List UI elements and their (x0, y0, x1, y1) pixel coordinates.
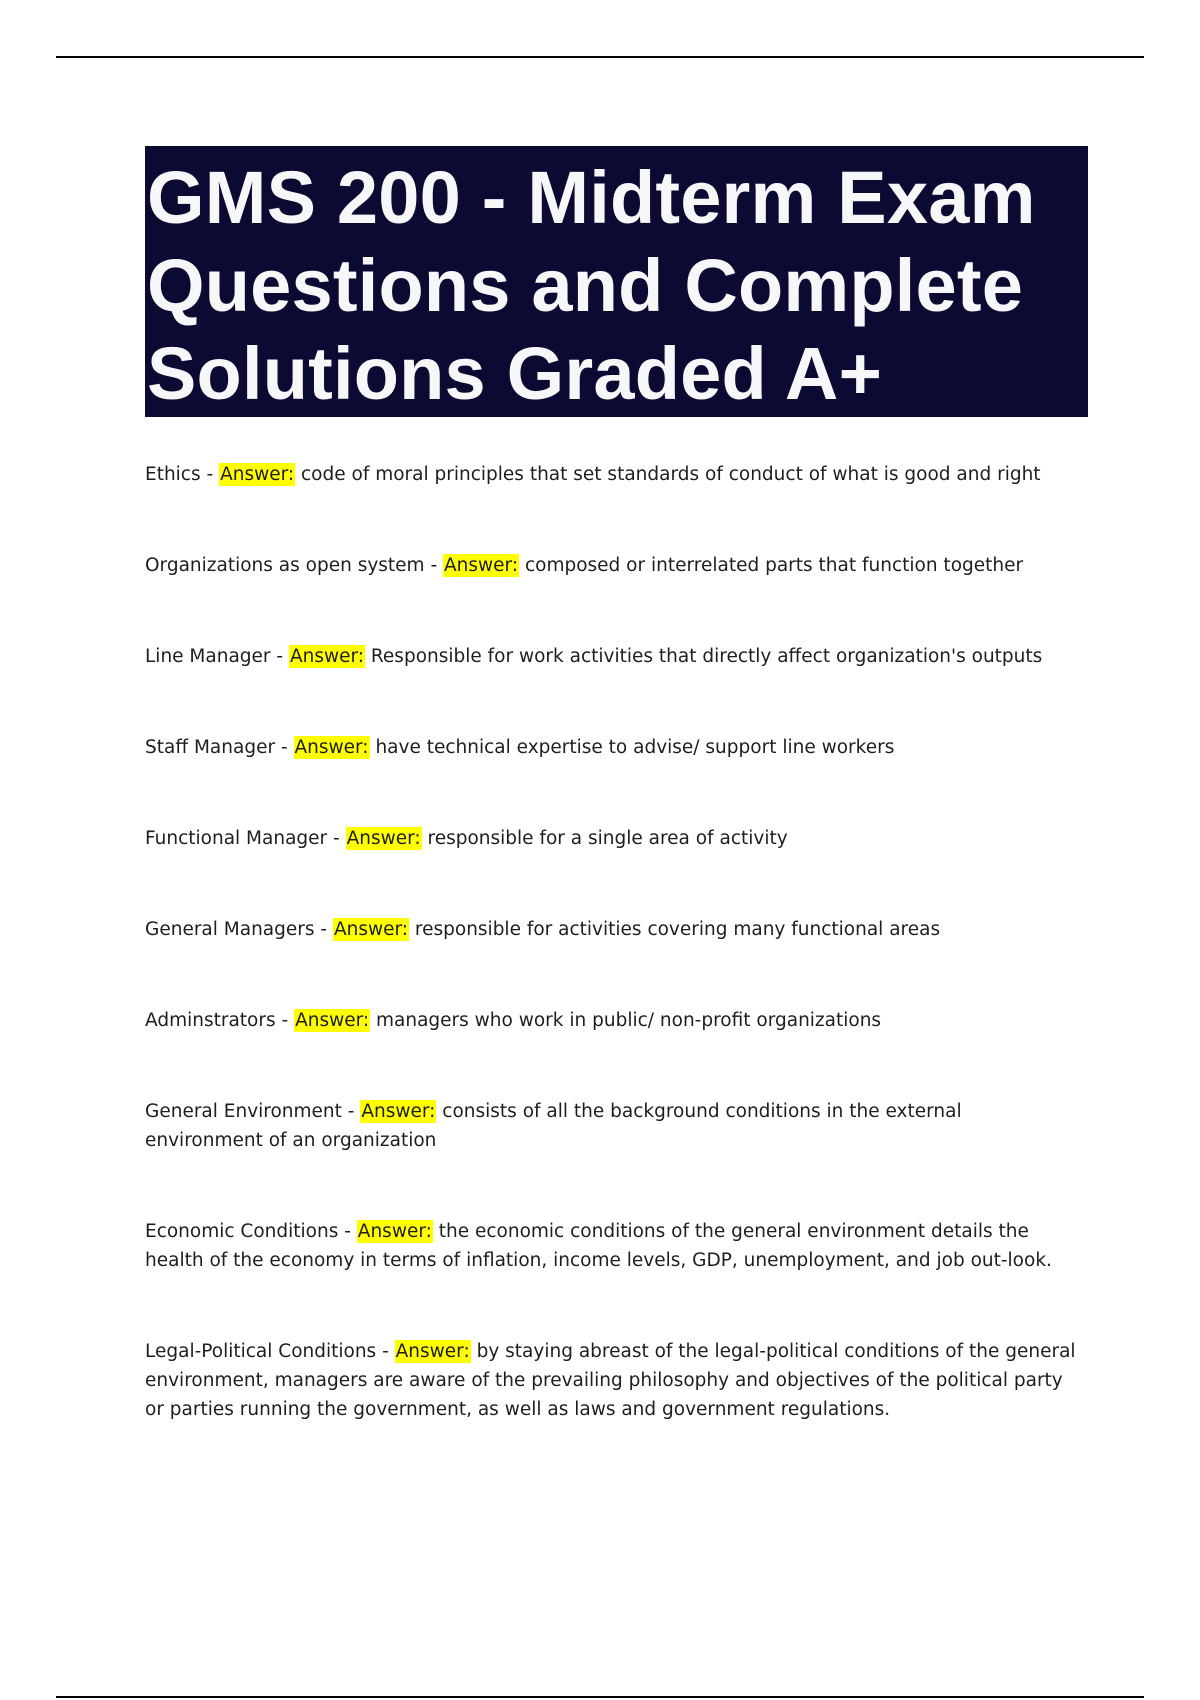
qa-separator: - (376, 1341, 395, 1362)
qa-item (145, 915, 1085, 944)
qa-item (145, 824, 1085, 853)
qa-term: General Environment (145, 1101, 342, 1122)
title-line-2: Questions and Complete (147, 244, 1024, 327)
title-line-3: Solutions Graded A+ (147, 332, 882, 415)
qa-separator: - (275, 737, 294, 758)
qa-answer: composed or interrelated parts that function together (524, 555, 1024, 576)
qa-item (145, 1097, 1085, 1155)
qa-answer: code of moral principles that set standards of conduct of what is good and right (301, 464, 1041, 485)
qa-answer: responsible for a single area of activity (427, 828, 788, 849)
qa-term: Economic Conditions (145, 1221, 339, 1242)
answer-label: Answer: (294, 737, 369, 758)
answer-label: Answer: (395, 1341, 470, 1362)
qa-separator: - (327, 828, 346, 849)
qa-item (145, 551, 1085, 580)
qa-answer: Responsible for work activities that directly affect organization's outputs (370, 646, 1043, 667)
bottom-rule (56, 1696, 1144, 1698)
answer-label: Answer: (289, 646, 365, 667)
qa-term: Staff Manager (145, 737, 276, 758)
qa-item (145, 1337, 1085, 1424)
title-banner (145, 146, 1088, 417)
qa-separator: - (424, 555, 444, 576)
qa-separator: - (341, 1101, 361, 1122)
qa-item (145, 1217, 1085, 1275)
qa-term: General Managers (145, 919, 315, 940)
answer-label: Answer: (361, 1101, 436, 1122)
answer-label: Answer: (220, 464, 295, 485)
qa-list (145, 460, 1085, 1486)
qa-term: Adminstrators (145, 1010, 276, 1031)
qa-term: Organizations as open system (145, 555, 425, 576)
answer-label: Answer: (357, 1221, 432, 1242)
top-rule (56, 56, 1144, 58)
qa-item (145, 733, 1085, 762)
qa-separator: - (200, 464, 220, 485)
answer-label: Answer: (333, 919, 409, 940)
title-line-1: GMS 200 - Midterm Exam (147, 156, 1036, 239)
qa-answer: managers who work in public/ non-profit organizations (376, 1010, 882, 1031)
qa-separator: - (314, 919, 333, 940)
answer-label: Answer: (346, 828, 421, 849)
answer-label: Answer: (444, 555, 519, 576)
qa-term: Functional Manager (145, 828, 328, 849)
qa-term: Legal-Political Conditions (145, 1341, 377, 1362)
qa-term: Ethics (145, 464, 201, 485)
answer-label: Answer: (295, 1010, 370, 1031)
qa-separator: - (338, 1221, 357, 1242)
qa-item (145, 642, 1085, 671)
qa-separator: - (275, 1010, 295, 1031)
qa-answer: the economic conditions of the general environment details the health of the economy in terms of inflation, income levels, GDP, unemployment, and job out-look. (145, 1221, 1052, 1271)
qa-term: Line Manager (145, 646, 271, 667)
qa-answer: have technical expertise to advise/ support line workers (375, 737, 895, 758)
qa-item (145, 460, 1085, 489)
qa-answer: responsible for activities covering many functional areas (414, 919, 941, 940)
qa-item (145, 1006, 1085, 1035)
qa-answer: by staying abreast of the legal-political conditions of the general environment, managers are aware of the prevailing philosophy and objectives of the political party or parties running the government, as well as laws and government regulations. (145, 1341, 1076, 1420)
qa-answer: consists of all the background conditions in the external environment of an organization (145, 1101, 962, 1151)
qa-separator: - (270, 646, 289, 667)
